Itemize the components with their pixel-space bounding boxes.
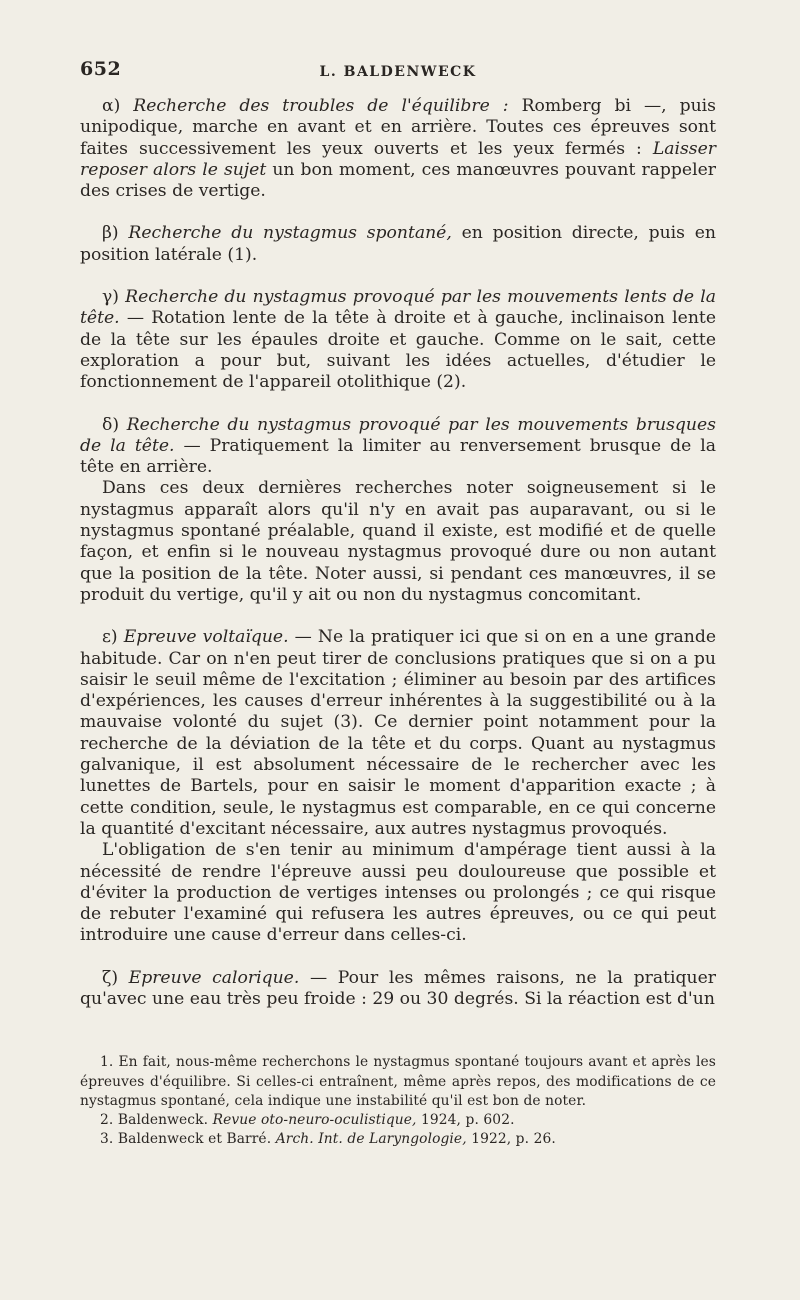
page-number: 652 xyxy=(80,58,122,80)
section-letter: δ) xyxy=(102,414,120,435)
running-title: L. BALDENWECK xyxy=(319,64,477,80)
paragraph-zeta xyxy=(80,968,716,1011)
footnote-reference: 1924, p. 602. xyxy=(421,1112,515,1129)
footnote-journal: Revue oto-neuro-oculistique, xyxy=(212,1112,417,1129)
paragraph-epsilon-continued: L'obligation de s'en tenir au minimum d'ampérage tient aussi à la nécessité de rendre l'épreuve aussi peu douloureuse que possible et d'éviter la production de vertiges intenses ou prolongés ; ce qui risque de rebuter l'examiné qui refusera les autres épreuves, ou ce qui peut introduire une cause d'erreur dans celles-ci. xyxy=(80,840,716,946)
paragraph-text: — Rotation lente de la tête à droite et à gauche, inclinaison lente de la tête sur les épaules droite et gauche. Comme on le sait, cette exploration a pour but, suivant les idées actuelles, d'étudier le fonctionnement de l'appareil otolithique (2). xyxy=(80,308,716,393)
section-letter: ζ) xyxy=(102,967,119,988)
section-heading: Recherche du nystagmus spontané, xyxy=(128,223,452,244)
footnote-2 xyxy=(80,1111,716,1130)
paragraph-gamma xyxy=(80,287,716,393)
footnote-author: Baldenweck et Barré. xyxy=(117,1131,272,1148)
footnote-number: 1. xyxy=(100,1054,114,1071)
section-heading: Epreuve voltaïque. xyxy=(123,627,289,648)
footnote-1 xyxy=(80,1053,716,1111)
body-text xyxy=(80,96,716,1010)
paragraph-beta xyxy=(80,223,716,266)
footnote-reference: 1922, p. 26. xyxy=(471,1131,556,1148)
footnote-text: En fait, nous-même recherchons le nystagmus spontané toujours avant et après les épreuves d'équilibre. Si celles-ci entraînent, même après repos, des modifications de ce nystagmus spontané, cela indique une instabilité qu'il est bon de noter. xyxy=(80,1054,716,1109)
running-head xyxy=(80,58,716,96)
paragraph-text: — Pratiquement la limiter au renversement brusque de la tête en arrière. xyxy=(80,435,717,478)
footnote-number: 3. xyxy=(100,1131,114,1148)
section-letter: ε) xyxy=(102,627,118,648)
section-heading: Recherche du nystagmus provoqué par les mouvements brusques de la tête. xyxy=(80,414,716,456)
paragraph-epsilon xyxy=(80,627,716,840)
paragraph-text: — Pour les mêmes raisons, ne la pratiquer qu'avec une eau très peu froide : 29 ou 30 degrés. Si la réaction est d'un xyxy=(80,967,716,1009)
footnote-journal: Arch. Int. de Laryngologie, xyxy=(275,1131,467,1148)
section-heading: Recherche des troubles de l'équilibre : xyxy=(133,96,509,116)
footnotes xyxy=(80,1053,716,1149)
paragraph-text: un bon moment, ces manœuvres pouvant rappeler des crises de vertige. xyxy=(80,159,716,202)
footnote-3 xyxy=(80,1130,716,1149)
paragraph-alpha xyxy=(80,96,716,202)
emphasis-text: Laisser reposer alors le sujet xyxy=(80,138,716,180)
paragraph-text: — Ne la pratiquer ici que si on en a une grande habitude. Car on n'en peut tirer de conclusions pratiques que si on a pu saisir le seuil même de l'excitation ; éliminer au besoin par des artifices d'expériences, les causes d'erreur inhérentes à la suggestibilité ou à la mauvaise volonté du sujet (3). Ce dernier point notamment pour la recherche de la déviation de la tête et du corps. Quant au nystagmus galvanique, il est absolument nécessaire de le rechercher avec les lunettes de Bartels, pour en saisir le moment d'apparition exacte ; à cette condition, seule, le nystagmus est comparable, en ce qui concerne la quantité d'excitant nécessaire, aux autres nystagmus provoqués. xyxy=(80,627,716,839)
section-heading: Recherche du nystagmus provoqué par les mouvements lents de la tête. xyxy=(80,287,716,329)
footnote-author: Baldenweck. xyxy=(117,1112,209,1129)
paragraph-delta xyxy=(80,415,716,479)
section-letter: α) xyxy=(102,96,121,116)
paragraph-delta-continued: Dans ces deux dernières recherches noter soigneusement si le nystagmus apparaît alors qu'il n'y en avait pas auparavant, ou si le nystagmus spontané préalable, quand il existe, est modifié et de quelle façon, et enfin si le nouveau nystagmus provoqué dure ou non autant que la position de la tête. Noter aussi, si pendant ces manœuvres, il se produit du vertige, qu'il y ait ou non du nystagmus concomitant. xyxy=(80,478,716,605)
paragraph-text: en position directe, puis en position latérale (1). xyxy=(80,223,716,265)
section-letter: β) xyxy=(102,223,119,244)
section-heading: Epreuve calorique. xyxy=(128,967,300,988)
section-letter: γ) xyxy=(102,287,119,308)
paragraph-text: Romberg bi —, puis unipodique, marche en avant et en arrière. Toutes ces épreuves sont faites successivement les yeux ouverts et les yeux fermés : xyxy=(80,96,717,159)
footnote-number: 2. xyxy=(100,1112,114,1129)
